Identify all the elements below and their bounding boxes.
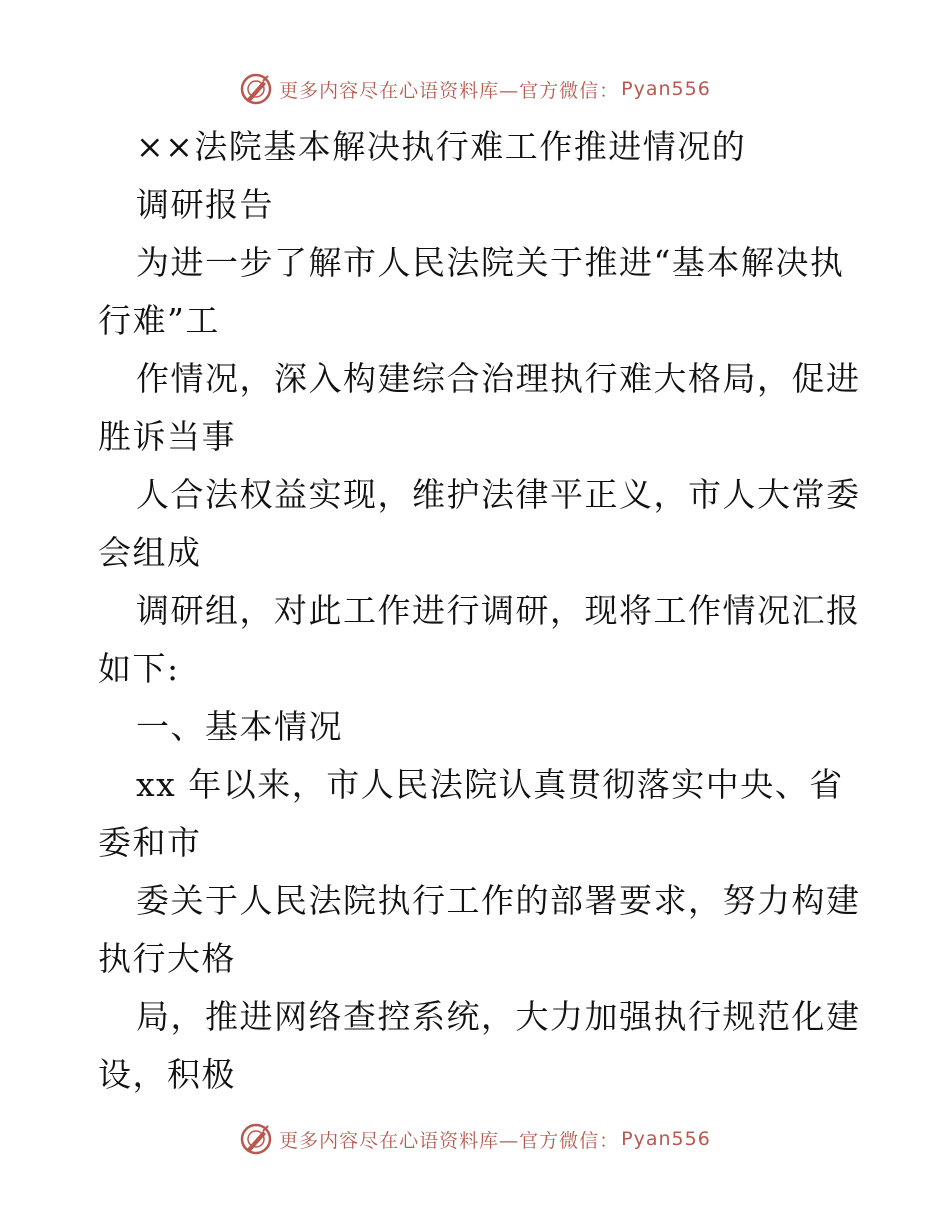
paragraph-line: 会组成 <box>98 533 202 572</box>
paragraph-line: 作情况，深入构建综合治理执行难大格局，促进 <box>136 359 861 398</box>
paragraph-line: 执行大格 <box>98 939 236 978</box>
paragraph-line: 胜诉当事 <box>98 417 236 456</box>
pen-logo-icon <box>239 72 273 106</box>
watermark-header <box>0 72 950 106</box>
document-body <box>98 118 861 1104</box>
paragraph-line: 人合法权益实现，维护法律平正义，市人大常委 <box>136 475 861 514</box>
paragraph-line: 如下: <box>98 649 180 688</box>
watermark-text: 更多内容尽在心语资料库—官方微信： <box>279 1129 620 1152</box>
section-heading: 一、基本情况 <box>136 707 343 746</box>
watermark-footer <box>0 1122 950 1156</box>
doc-title-line: ××法院基本解决执行难工作推进情况的 <box>136 127 747 166</box>
paragraph-line: xx 年以来，市人民法院认真贯彻落实中央、省 <box>136 765 844 804</box>
watermark-text: 更多内容尽在心语资料库—官方微信： <box>279 79 620 102</box>
paragraph-line: 调研组，对此工作进行调研，现将工作情况汇报 <box>136 591 861 630</box>
paragraph-line: 委和市 <box>98 823 202 862</box>
pen-logo-icon <box>239 1122 273 1156</box>
paragraph-line: 委关于人民法院执行工作的部署要求，努力构建 <box>136 881 861 920</box>
paragraph-line: 行难”工 <box>98 301 220 340</box>
doc-title-line: 调研报告 <box>136 185 274 224</box>
watermark-wechat-id: Pyan556 <box>621 78 711 100</box>
paragraph-line: 为进一步了解市人民法院关于推进“基本解决执 <box>136 243 845 282</box>
paragraph-line: 局，推进网络查控系统，大力加强执行规范化建 <box>136 997 861 1036</box>
watermark-wechat-id: Pyan556 <box>621 1128 711 1150</box>
paragraph-line: 设，积极 <box>98 1055 236 1094</box>
